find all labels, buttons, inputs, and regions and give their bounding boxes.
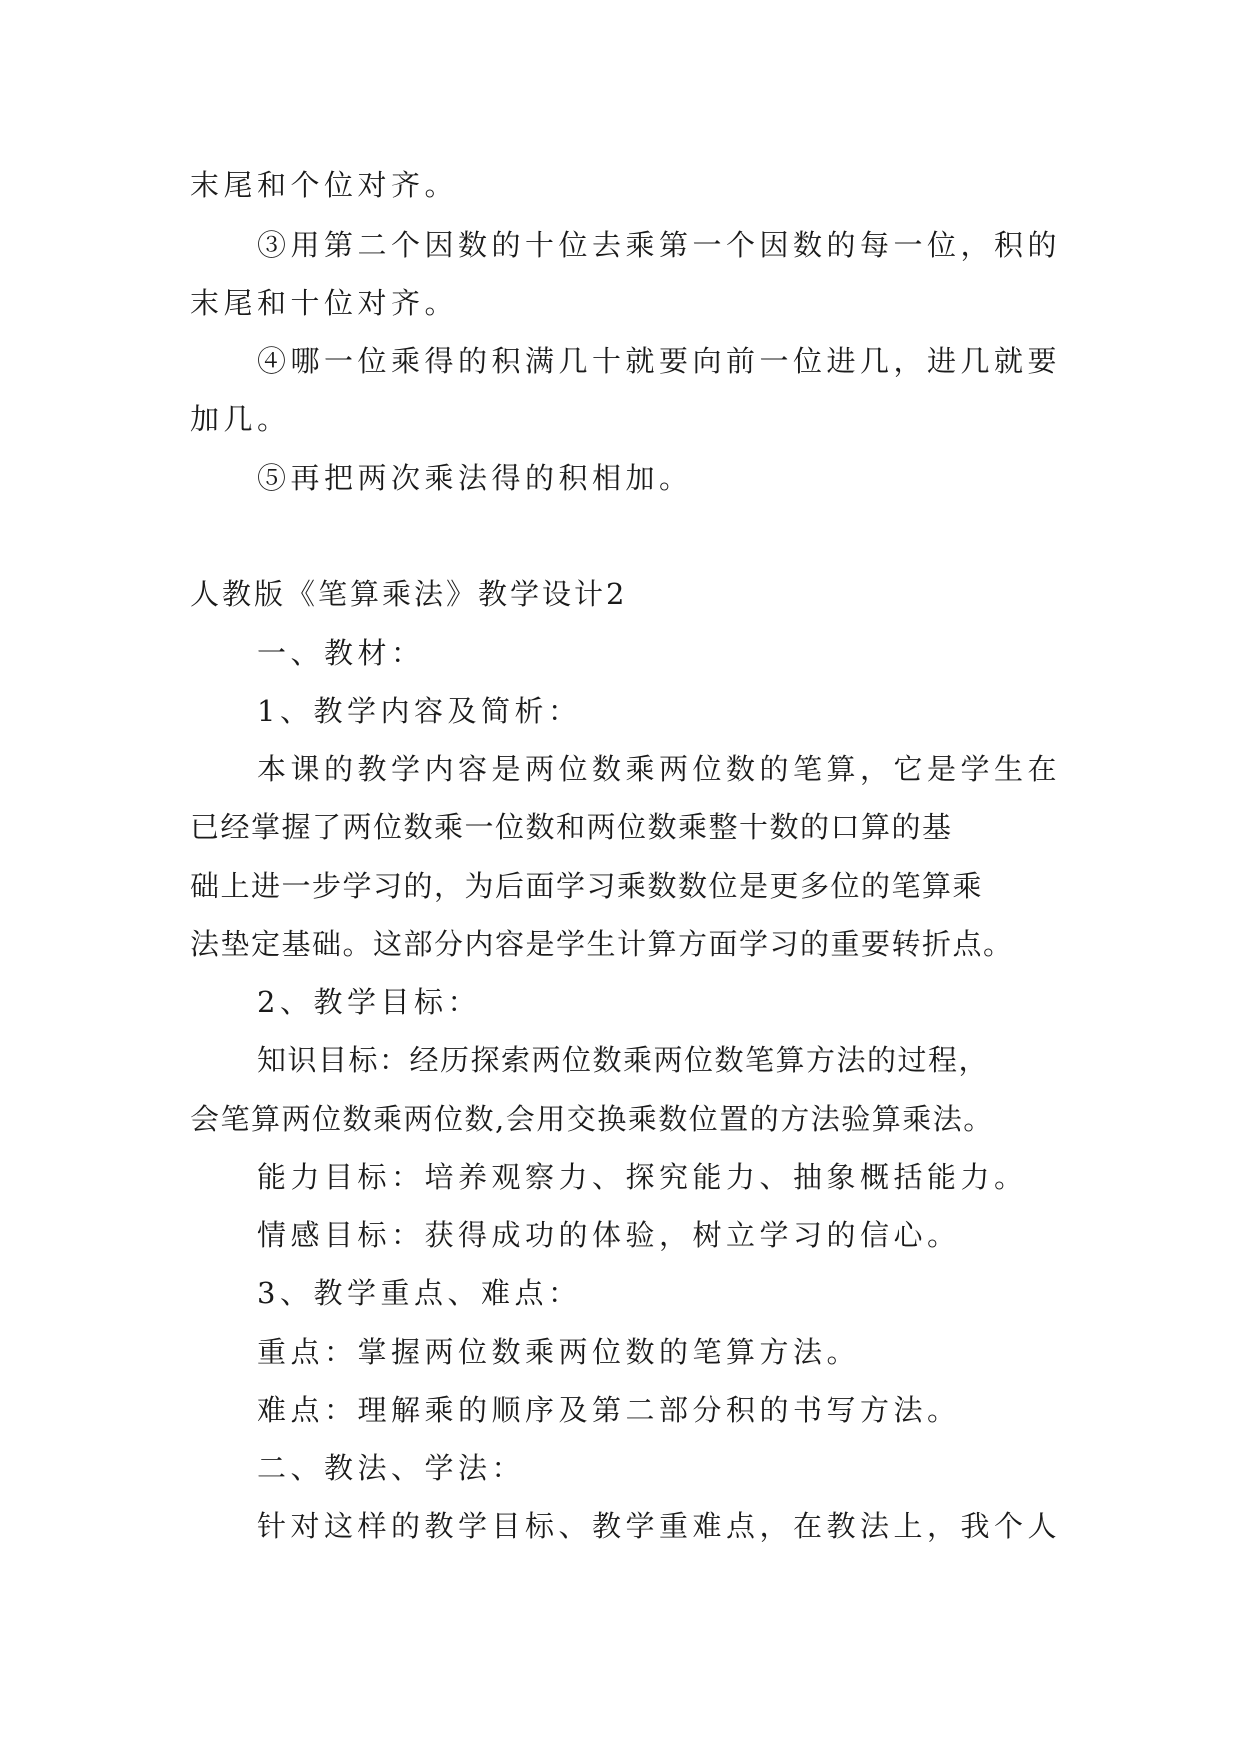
- heading-line: 3、教学重点、难点：: [257, 1276, 582, 1310]
- paragraph-line: 难点：理解乘的顺序及第二部分积的书写方法。: [257, 1393, 961, 1427]
- paragraph-line: 础上进一步学习的，为后面学习乘数数位是更多位的笔算乘: [190, 869, 984, 903]
- paragraph-line: 知识目标：经历探索两位数乘两位数笔算方法的过程，: [257, 1043, 990, 1077]
- paragraph-line: 针对这样的教学目标、教学重难点，在教法上，我个人: [257, 1509, 1062, 1543]
- paragraph-line: ③用第二个因数的十位去乘第一个因数的每一位，积的: [257, 228, 1062, 262]
- paragraph-line: 末尾和个位对齐。: [190, 168, 459, 202]
- paragraph-line: 加几。: [190, 402, 291, 436]
- paragraph-line: 情感目标：获得成功的体验，树立学习的信心。: [257, 1218, 961, 1252]
- paragraph-line: 本课的教学内容是两位数乘两位数的笔算，它是学生在: [257, 752, 1062, 786]
- section-title: 人教版《笔算乘法》教学设计2: [190, 577, 628, 611]
- paragraph-line: 能力目标：培养观察力、探究能力、抽象概括能力。: [257, 1160, 1028, 1194]
- paragraph-line: 会笔算两位数乘两位数,会用交换乘数位置的方法验算乘法。: [190, 1102, 994, 1136]
- heading-line: 2、教学目标：: [257, 985, 481, 1019]
- heading-line: 1、教学内容及简析：: [257, 694, 582, 728]
- paragraph-line: 末尾和十位对齐。: [190, 286, 459, 320]
- heading-line: 二、教法、学法：: [257, 1451, 526, 1485]
- paragraph-line: 已经掌握了两位数乘一位数和两位数乘整十数的口算的基: [190, 810, 953, 844]
- paragraph-line: ⑤再把两次乘法得的积相加。: [257, 461, 693, 495]
- heading-line: 一、教材：: [257, 636, 425, 670]
- paragraph-line: 法垫定基础。这部分内容是学生计算方面学习的重要转折点。: [190, 927, 1014, 961]
- paragraph-line: ④哪一位乘得的积满几十就要向前一位进几，进几就要: [257, 344, 1062, 378]
- paragraph-line: 重点：掌握两位数乘两位数的笔算方法。: [257, 1335, 861, 1369]
